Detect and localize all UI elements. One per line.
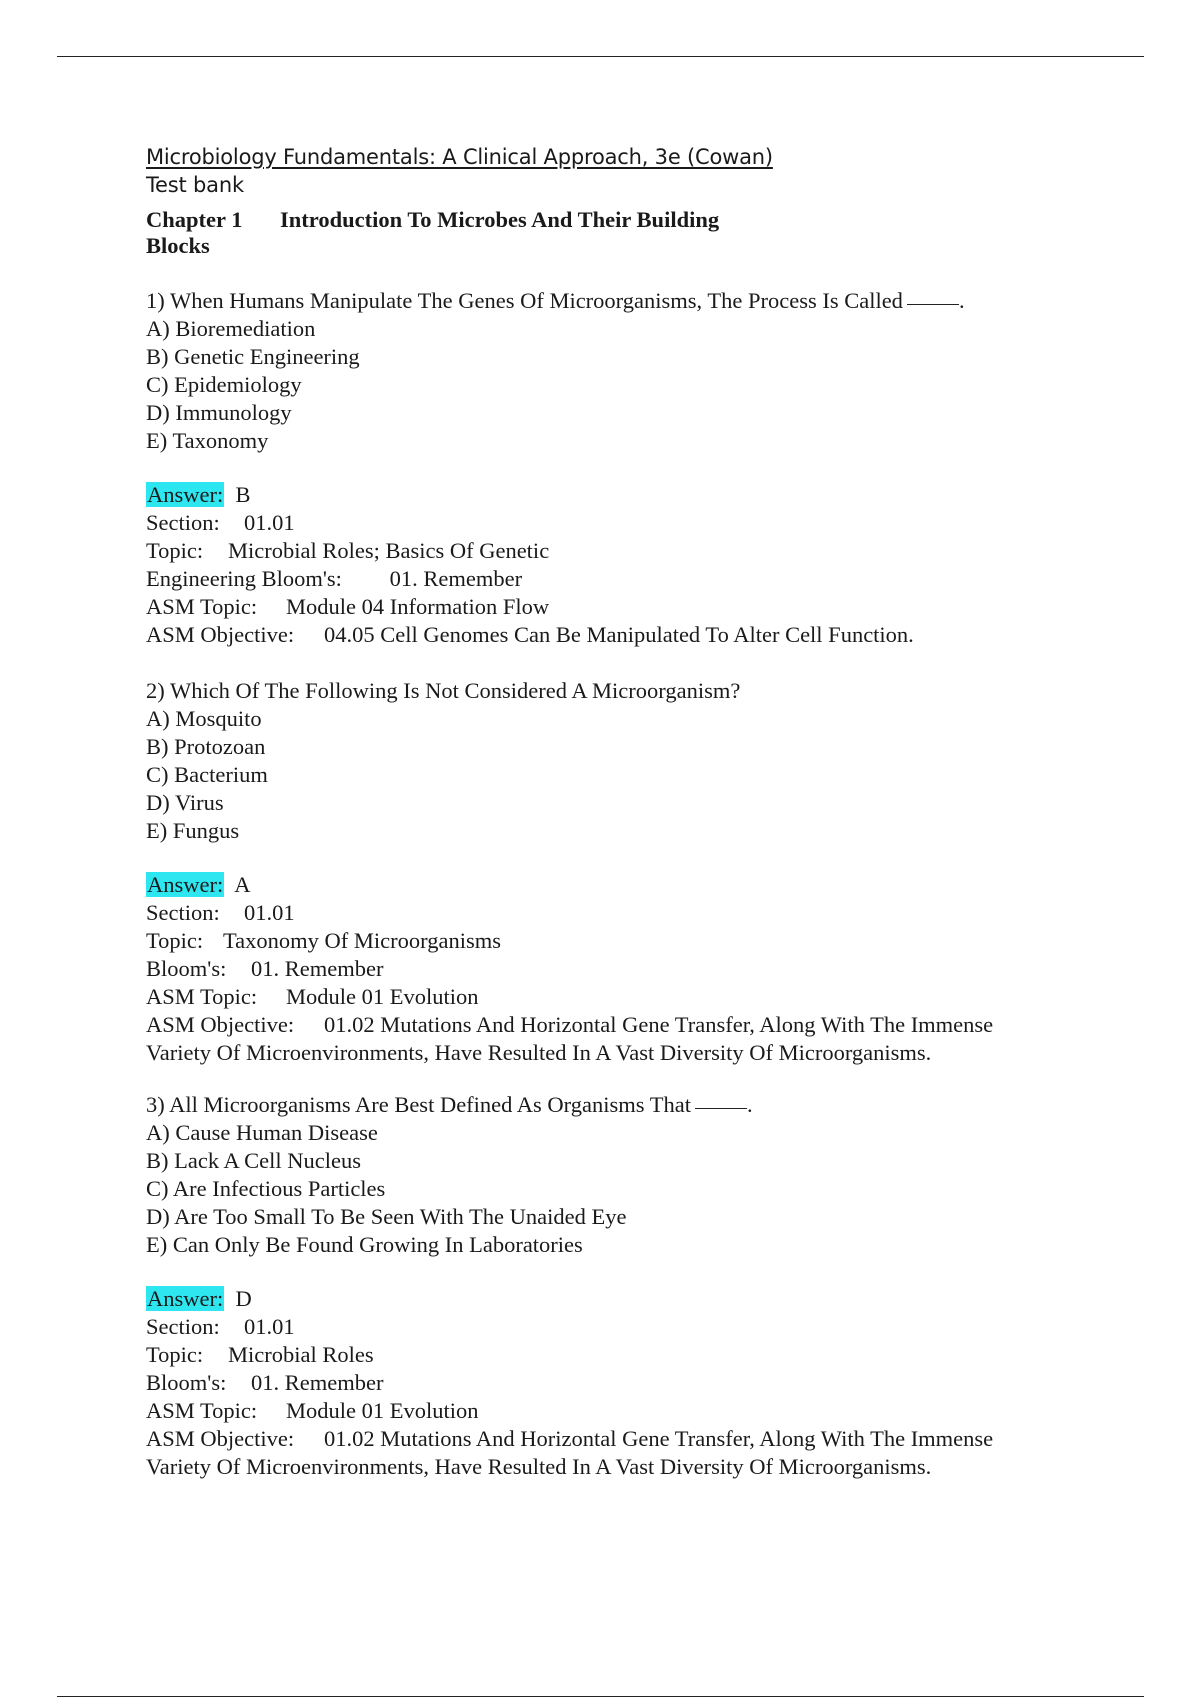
option-d: D) Virus <box>146 790 224 815</box>
option-b: B) Protozoan <box>146 734 266 759</box>
asm-topic-line: ASM Topic: Module 01 Evolution <box>146 1398 479 1423</box>
blooms-line: Bloom's: 01. Remember <box>146 1370 384 1395</box>
topic-line: Topic: Microbial Roles; Basics Of Genetic <box>146 538 550 563</box>
answer-value: A <box>234 872 251 897</box>
answer-label: Answer: <box>147 872 224 897</box>
topic-blooms-line: Engineering Bloom's: 01. Remember <box>146 566 523 591</box>
answer-value: B <box>235 482 251 507</box>
section-line: Section: 01.01 <box>146 510 295 535</box>
chapter-title: Introduction To Microbes And Their Building <box>280 207 720 232</box>
top-rule <box>57 56 1144 57</box>
document-body <box>146 143 1076 1481</box>
answer-value: D <box>235 1286 252 1311</box>
question-prompt: 1) When Humans Manipulate The Genes Of Microorganisms, The Process Is Called . <box>146 288 965 313</box>
asm-objective-line: ASM Objective: 01.02 Mutations And Horizontal Gene Transfer, Along With The Immense <box>146 1426 994 1451</box>
option-e: E) Fungus <box>146 818 240 843</box>
question-prompt: 3) All Microorganisms Are Best Defined As Organisms That . <box>146 1092 753 1117</box>
asm-objective-line: ASM Objective: 04.05 Cell Genomes Can Be Manipulated To Alter Cell Function. <box>146 622 914 647</box>
asm-topic-line: ASM Topic: Module 04 Information Flow <box>146 594 550 619</box>
option-e: E) Taxonomy <box>146 428 269 453</box>
chapter-title-continued: Blocks <box>146 233 210 258</box>
asm-objective-continued: Variety Of Microenvironments, Have Resulted In A Vast Diversity Of Microorganisms. <box>146 1040 932 1065</box>
question-1 <box>146 287 1076 455</box>
answer-block-2 <box>146 871 1076 1067</box>
answer-blank <box>695 1108 747 1109</box>
option-b: B) Genetic Engineering <box>146 344 360 369</box>
option-e: E) Can Only Be Found Growing In Laboratories <box>146 1232 583 1257</box>
question-2 <box>146 677 1076 845</box>
answer-label: Answer: <box>147 1286 224 1311</box>
option-a: A) Mosquito <box>146 706 262 731</box>
asm-objective-line: ASM Objective: 01.02 Mutations And Horizontal Gene Transfer, Along With The Immense <box>146 1012 994 1037</box>
document-title: Microbiology Fundamentals: A Clinical Approach, 3e (Cowan) <box>146 145 773 169</box>
option-d: D) Immunology <box>146 400 292 425</box>
option-a: A) Cause Human Disease <box>146 1120 378 1145</box>
answer-label: Answer: <box>147 482 224 507</box>
question-prompt: 2) Which Of The Following Is Not Considered A Microorganism? <box>146 678 741 703</box>
asm-objective-continued: Variety Of Microenvironments, Have Resulted In A Vast Diversity Of Microorganisms. <box>146 1454 932 1479</box>
option-b: B) Lack A Cell Nucleus <box>146 1148 361 1173</box>
chapter-number: Chapter 1 <box>146 207 243 232</box>
option-d: D) Are Too Small To Be Seen With The Unaided Eye <box>146 1204 627 1229</box>
topic-line: Topic: Taxonomy Of Microorganisms <box>146 928 501 953</box>
section-line: Section: 01.01 <box>146 900 295 925</box>
document-subtitle: Test bank <box>146 173 244 197</box>
asm-topic-line: ASM Topic: Module 01 Evolution <box>146 984 479 1009</box>
answer-line <box>146 1285 1076 1313</box>
blooms-line: Bloom's: 01. Remember <box>146 956 384 981</box>
answer-line <box>146 871 1076 899</box>
question-3 <box>146 1091 1076 1259</box>
answer-block-1 <box>146 481 1076 649</box>
answer-blank <box>907 304 959 305</box>
bottom-rule <box>57 1696 1144 1697</box>
option-c: C) Epidemiology <box>146 372 302 397</box>
chapter-heading <box>146 207 1076 259</box>
option-a: A) Bioremediation <box>146 316 316 341</box>
option-c: C) Are Infectious Particles <box>146 1176 386 1201</box>
section-line: Section: 01.01 <box>146 1314 295 1339</box>
answer-block-3 <box>146 1285 1076 1481</box>
answer-line <box>146 481 1076 509</box>
option-c: C) Bacterium <box>146 762 268 787</box>
topic-line: Topic: Microbial Roles <box>146 1342 374 1367</box>
